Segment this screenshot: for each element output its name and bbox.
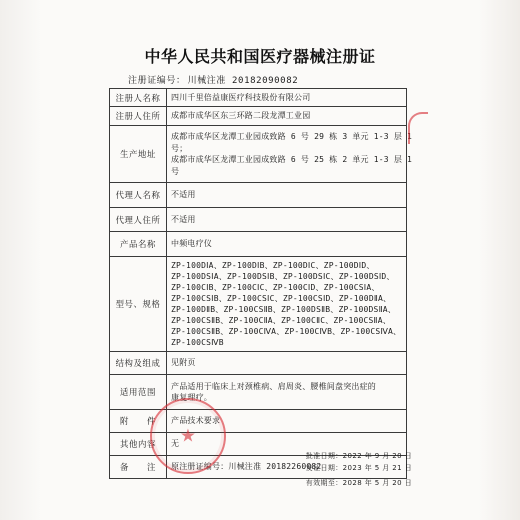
row-value: 四川千里倍益康医疗科技股份有限公司 bbox=[171, 92, 311, 102]
issue-date: 发证日期：2023 年 5 月 21 日 bbox=[305, 464, 412, 472]
row-product-name bbox=[110, 231, 406, 256]
row-value: 无 bbox=[171, 439, 180, 449]
row-value: 见附页 bbox=[171, 358, 196, 368]
expiry-date: 有效期至：2028 年 5 月 20 日 bbox=[305, 479, 412, 487]
registration-number-line bbox=[128, 73, 298, 86]
scope-line: 康复理疗。 bbox=[171, 393, 212, 402]
row-registrant-name bbox=[110, 89, 406, 106]
row-label: 注册人住所 bbox=[110, 107, 167, 125]
row-label: 生产地址 bbox=[110, 126, 167, 182]
row-model-spec bbox=[110, 256, 406, 351]
address-line: 号 bbox=[171, 166, 180, 176]
row-label: 代理人名称 bbox=[110, 183, 167, 207]
official-seal bbox=[150, 398, 226, 474]
row-scope bbox=[110, 374, 406, 409]
model-line: ZP-100CSⅡB、ZP-100CⅡA、ZP-100CⅡC、ZP-100CSⅡA、 bbox=[171, 316, 391, 325]
row-label: 备 注 bbox=[110, 456, 167, 478]
address-line: 号； bbox=[171, 143, 188, 153]
row-structure bbox=[110, 351, 406, 374]
address-line: 成都市成华区龙潭工业园成致路 6 号 29 栋 3 单元 1-3 层 1 bbox=[171, 132, 413, 141]
approval-date: 批准日期：2022 年 9 月 20 日 bbox=[305, 452, 412, 460]
row-label: 型号、规格 bbox=[110, 257, 167, 351]
row-value: 不适用 bbox=[171, 214, 196, 224]
row-label: 注册人名称 bbox=[110, 89, 167, 106]
row-label: 结构及组成 bbox=[110, 352, 167, 374]
row-value: 成都市成华区东三环路二段龙潭工业园 bbox=[171, 111, 311, 121]
row-value: 中频电疗仪 bbox=[171, 239, 212, 249]
row-value bbox=[167, 126, 416, 182]
row-label: 适用范围 bbox=[110, 375, 167, 409]
scope-line: 产品适用于临床上对颈椎病、肩周炎、腰椎间盘突出症的 bbox=[171, 381, 376, 391]
row-value: 产品技术要求 bbox=[171, 416, 221, 426]
model-line: ZP-100DⅠA、ZP-100DⅠB、ZP-100DⅠC、ZP-100DⅠD、 bbox=[171, 261, 375, 270]
row-value: 原注册证编号：川械注准 20182260082 bbox=[171, 462, 322, 472]
row-value bbox=[167, 257, 406, 351]
model-line: ZP-100CSⅣB bbox=[171, 338, 224, 347]
model-line: ZP-100DⅡB、ZP-100CSⅡB、ZP-100DSⅡB、ZP-100DSⅡA、 bbox=[171, 305, 396, 314]
registration-number-label: 注册证编号： bbox=[128, 76, 186, 86]
model-line: ZP-100CSⅡB、ZP-100CⅣA、ZP-100CⅣB、ZP-100CSⅣA、 bbox=[171, 327, 402, 336]
row-production-address bbox=[110, 125, 413, 182]
registration-number-value: 川械注准 20182090082 bbox=[187, 76, 299, 86]
model-line: ZP-100DSⅠA、ZP-100DSⅠB、ZP-100DSⅠC、ZP-100DSⅠD、 bbox=[171, 272, 395, 281]
row-agent-name bbox=[110, 182, 406, 207]
address-line: 成都市成华区龙潭工业园成致路 6 号 25 栋 2 单元 1-3 层 1 bbox=[171, 155, 413, 164]
model-line: ZP-100CSⅠB、ZP-100CSⅠC、ZP-100CSⅠD、ZP-100DⅡA、 bbox=[171, 294, 392, 303]
row-label: 附 件 bbox=[110, 410, 167, 432]
seal-star-icon: ★ bbox=[179, 425, 197, 447]
row-registrant-address bbox=[110, 106, 406, 125]
document-title: 中华人民共和国医疗器械注册证 bbox=[144, 47, 376, 66]
row-label: 代理人住所 bbox=[110, 208, 167, 231]
row-label: 产品名称 bbox=[110, 232, 167, 256]
perforation-seal bbox=[408, 112, 428, 144]
model-line: ZP-100CⅠB、ZP-100CⅠC、ZP-100CⅠD、ZP-100CSⅠA、 bbox=[171, 283, 380, 292]
row-label: 其他内容 bbox=[110, 433, 167, 455]
row-agent-address bbox=[110, 207, 406, 231]
row-value: 不适用 bbox=[171, 190, 196, 200]
